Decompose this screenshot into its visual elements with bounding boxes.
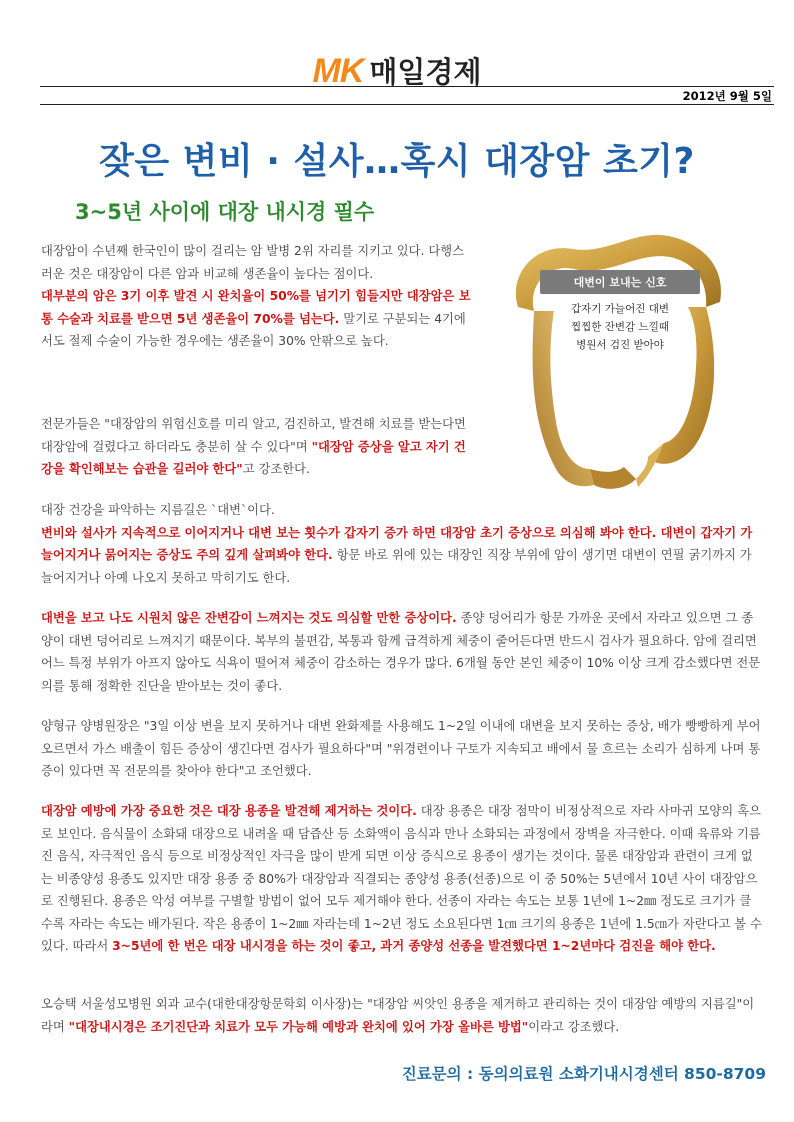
sign-line: 갑자기 가늘어진 대변	[571, 303, 669, 315]
headline: 잦은 변비 · 설사…혹시 대장암 초기?	[99, 141, 695, 182]
masthead	[0, 50, 794, 91]
text-run: 대장암이 수년째 한국인이 많이 걸리는 암 발병 2위 자리를 지키고 있다. 다행스러운 것은 대장암이 다른 암과 비교해 생존율이 높다는 점이다.	[41, 244, 464, 281]
signal-signboard	[540, 270, 700, 354]
text-run: 항문 바로 위에 있는 대장인 직장 부위에 암이 생기면 대변이 연필 굵기까지 가늘어지거나 아예 나오지 못하고 막히기도 한다.	[41, 548, 752, 585]
newspaper-logo	[313, 50, 482, 91]
text-run: 대장 건강을 파악하는 지름길은 `대변`이다.	[41, 503, 275, 517]
highlight-text: "대장암 증상을 알고 자기 건강을 확인해보는 습관을 길러야 한다"	[41, 439, 466, 476]
text-run: 이라고 강조했다.	[528, 1019, 620, 1034]
highlight-text: 대장암 예방에 가장 중요한 것은 대장 용종을 발견해 제거하는 것이다.	[41, 804, 417, 818]
paragraph-1	[41, 240, 473, 353]
paragraph-6	[41, 800, 763, 958]
highlight-text: 변비와 설사가 지속적으로 이어지거나 대변 보는 횟수가 갑자기 증가 하면 대장암 초기 증상으로 의심해 봐야 한다. 대변이 갑자기 가늘어지거나 묽어지는 증상도 주의 깊게 살펴봐야 한다.	[41, 525, 753, 562]
text-run: 종양 덩어리가 항문 가까운 곳에서 자라고 있으면 그 종양이 대변 덩어리로 느껴지기 때문이다. 복부의 불편감, 복통과 함께 급격하게 체중이 줄어든다면 반드시 검사가 필요하다. 암에 걸리면 어느 특정 부위가 아프지 않아도 식욕이 떨어져 체중이 감소하는 경우가 많다. 6개월 동안 본인 체중이 10% 이상 크게 감소했다면 전문의를 통해 정확한 진단을 받아보는 것이 좋다.	[41, 611, 761, 693]
text-run: 고 강조한다.	[242, 462, 310, 476]
contact-info: 진료문의 : 동의의료원 소화기내시경센터 850-8709	[401, 1065, 766, 1083]
text-run: 양형규 양병원장은 "3일 이상 변을 보지 못하거나 대변 완화제를 사용해도 1~2일 이내에 대변을 보지 못하는 증상, 배가 빵빵하게 부어오르면서 가스 배출이 힘든 증상이 생긴다면 검사가 필요하다"며 "위경련이나 구토가 지속되고 배에서 물 흐르는 소리가 심하게 나며 통증이 있다면 꼭 전문의를 찾아야 한다"고 조언했다.	[41, 719, 761, 778]
text-run: 말기로 구분되는 4기에서도 절제 수술이 가능한 경우에는 생존율이 30% 안팎으로 높다.	[41, 311, 466, 348]
highlight-text: 3~5년에 한 번은 대장 내시경을 하는 것이 좋고, 과거 종양성 선종을 발견했다면 1~2년마다 검진을 해야 한다.	[112, 939, 716, 953]
logo-mark: MK	[312, 52, 364, 90]
highlight-text: 대변을 보고 나도 시원치 않은 잔변감이 느껴지는 것도 의심할 만한 증상이다.	[41, 611, 457, 625]
text-run: 대장 용종은 대장 점막이 비정상적으로 자라 사마귀 모양의 혹으로 보인다. 음식물이 소화돼 대장으로 내려올 때 담즙산 등 소화액이 음식과 만나 소화되는 과정에서 장벽을 자극한다. 이때 육류와 기름진 음식, 자극적인 음식 등으로 비정상적인 자극을 많이 받게 되면 이상 증식으로 용종이 생기는 것이다. 물론 대장암과 관련이 크게 없는 비종양성 용종도 있지만 대장 용종 중 80%가 대장암과 직결되는 종양성 용종(선종)으로 이 중 50%는 5년에서 10년 사이 대장암으로 진행된다. 용종은 악성 여부를 구별할 방법이 없어 모두 제거해야 한다. 선종이 자라는 속도는 보통 1년에 1~2㎜ 정도로 크기가 클수록 자라는 속도는 배가된다. 작은 용종이 1~2㎜ 자라는데 1~2년 정도 소요된다면 1㎝ 크기의 용종은 1년에 1.5㎝가 자란다고 볼 수 있다. 따라서	[41, 804, 762, 953]
paragraph-4	[41, 607, 763, 697]
subheadline: 3~5년 사이에 대장 내시경 필수	[75, 200, 375, 224]
publication-date: 2012년 9월 5일	[682, 89, 772, 103]
paragraph-2	[41, 413, 473, 481]
highlight-text: 대부분의 암은 3기 이후 발견 시 완치율이 50%를 넘기기 힘들지만 대장암은 보통 수술과 치료를 받으면 5년 생존율이 70%를 넘는다.	[41, 289, 471, 326]
paragraph-5	[41, 715, 763, 783]
sign-line: 찝찝한 잔변감 느낄때	[571, 321, 669, 333]
logo-name: 매일경제	[369, 55, 482, 89]
text-run: 전문가들은 "대장암의 위험신호를 미리 알고, 검진하고, 발견해 치료를 받는다면 대장암에 걸렸다고 하더라도 충분히 살 수 있다"며	[41, 417, 466, 454]
sign-title: 대변이 보내는 신호	[540, 270, 700, 294]
sign-lines	[540, 300, 700, 354]
highlight-text: "대장내시경은 조기진단과 치료가 모두 가능해 예방과 완치에 있어 가장 올바른 방법"	[68, 1019, 529, 1034]
header-rule-bottom	[40, 104, 774, 105]
paragraph-3	[41, 499, 763, 589]
sign-line: 병원서 검진 받아야	[576, 339, 664, 351]
paragraph-7	[41, 993, 763, 1038]
header-rule-top	[40, 86, 774, 87]
text-run: 오승택 서울성모병원 외과 교수(대한대장항문학회 이사장)는 "대장암 씨앗인 용종을 제거하고 관리하는 것이 대장암 예방의 지름길"이라며	[41, 997, 755, 1034]
